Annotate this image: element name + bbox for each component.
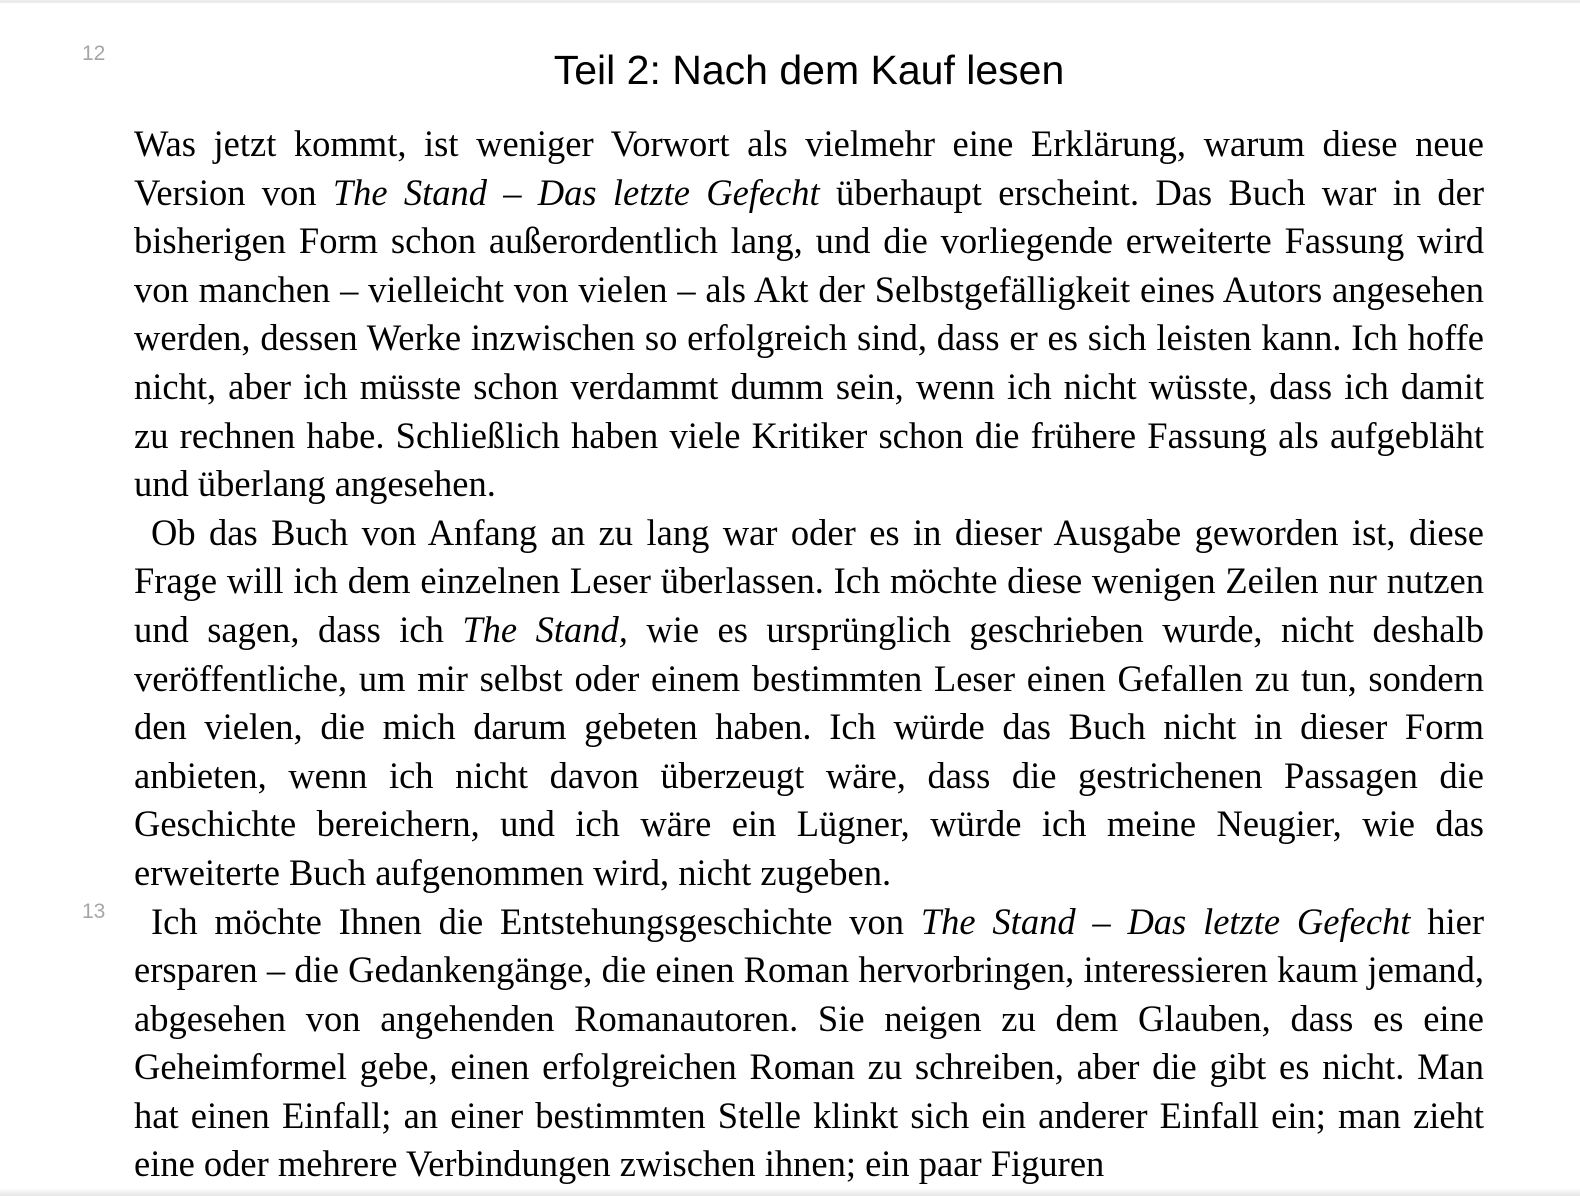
- book-title-italic: The Stand – Das letzte Gefecht: [332, 171, 820, 213]
- line-number-12: 12: [82, 42, 106, 65]
- text-run: Ob das Buch von Anfang an zu lang war oder es in dieser Ausgabe geworden ist, diese Frage will ich dem einzelnen Leser überlassen. Ich möchte diese wenigen Zeilen nur nutzen und sagen, dass ich: [134, 511, 1484, 650]
- text-run: wie es ursprünglich geschrieben wurde, nicht deshalb veröffentliche, um mir selbst oder einem bestimmten Leser einen Gefallen zu tun, sondern den vielen, die mich darum gebeten haben. Ich würde das Buch nicht in dieser Form anbieten, wenn ich nicht davon überzeugt wäre, dass die gestrichenen Passagen die Geschichte bereichern, und ich wäre ein Lügner, würde ich meine Neugier, wie das erweiterte Buch aufgenommen wird, nicht zugeben.: [134, 608, 1484, 893]
- body-text: [134, 120, 1484, 1189]
- paragraph-2: [134, 509, 1484, 898]
- book-title-italic: The Stand – Das letzte Gefecht: [920, 900, 1411, 942]
- text-run: Ich möchte Ihnen die Entstehungsgeschichte von: [151, 900, 921, 942]
- page-bottom-edge: [0, 1188, 1580, 1196]
- paragraph-3: [134, 898, 1484, 1190]
- paragraph-1: [134, 120, 1484, 509]
- line-number-13: 13: [82, 900, 106, 923]
- book-title-italic: The Stand,: [462, 608, 628, 650]
- text-run: hier ersparen – die Gedankengänge, die einen Roman hervorbringen, interessieren kaum jemand, abgesehen von angehenden Romanautoren. Sie neigen zu dem Glauben, dass es eine Geheimformel gebe, einen erfolgreichen Roman zu schreiben, aber die gibt es nicht. Man hat einen Einfall; an einer bestimmten Stelle klinkt sich ein anderer Einfall ein; man zieht eine oder mehrere Verbindungen zwischen ihnen; ein paar Figuren: [134, 900, 1484, 1185]
- page-heading: Teil 2: Nach dem Kauf lesen: [553, 47, 1065, 93]
- text-run: überhaupt erscheint. Das Buch war in der bisherigen Form schon außerordentlich lang, und die vorliegende erweiterte Fassung wird von manchen – vielleicht von vielen – als Akt der Selbstgefälligkeit eines Autors angesehen werden, dessen Werke inzwischen so erfolgreich sind, dass er es sich leisten kann. Ich hoffe nicht, aber ich müsste schon verdammt dumm sein, wenn ich nicht wüsste, dass ich damit zu rechnen habe. Schließlich haben viele Kritiker schon die frühere Fassung als aufgebläht und überlang angesehen.: [134, 171, 1484, 505]
- text-run: Was jetzt kommt, ist weniger Vorwort als vielmehr eine Erklärung, warum diese neue Version von: [134, 123, 1484, 213]
- page-top-edge: [0, 0, 1580, 3]
